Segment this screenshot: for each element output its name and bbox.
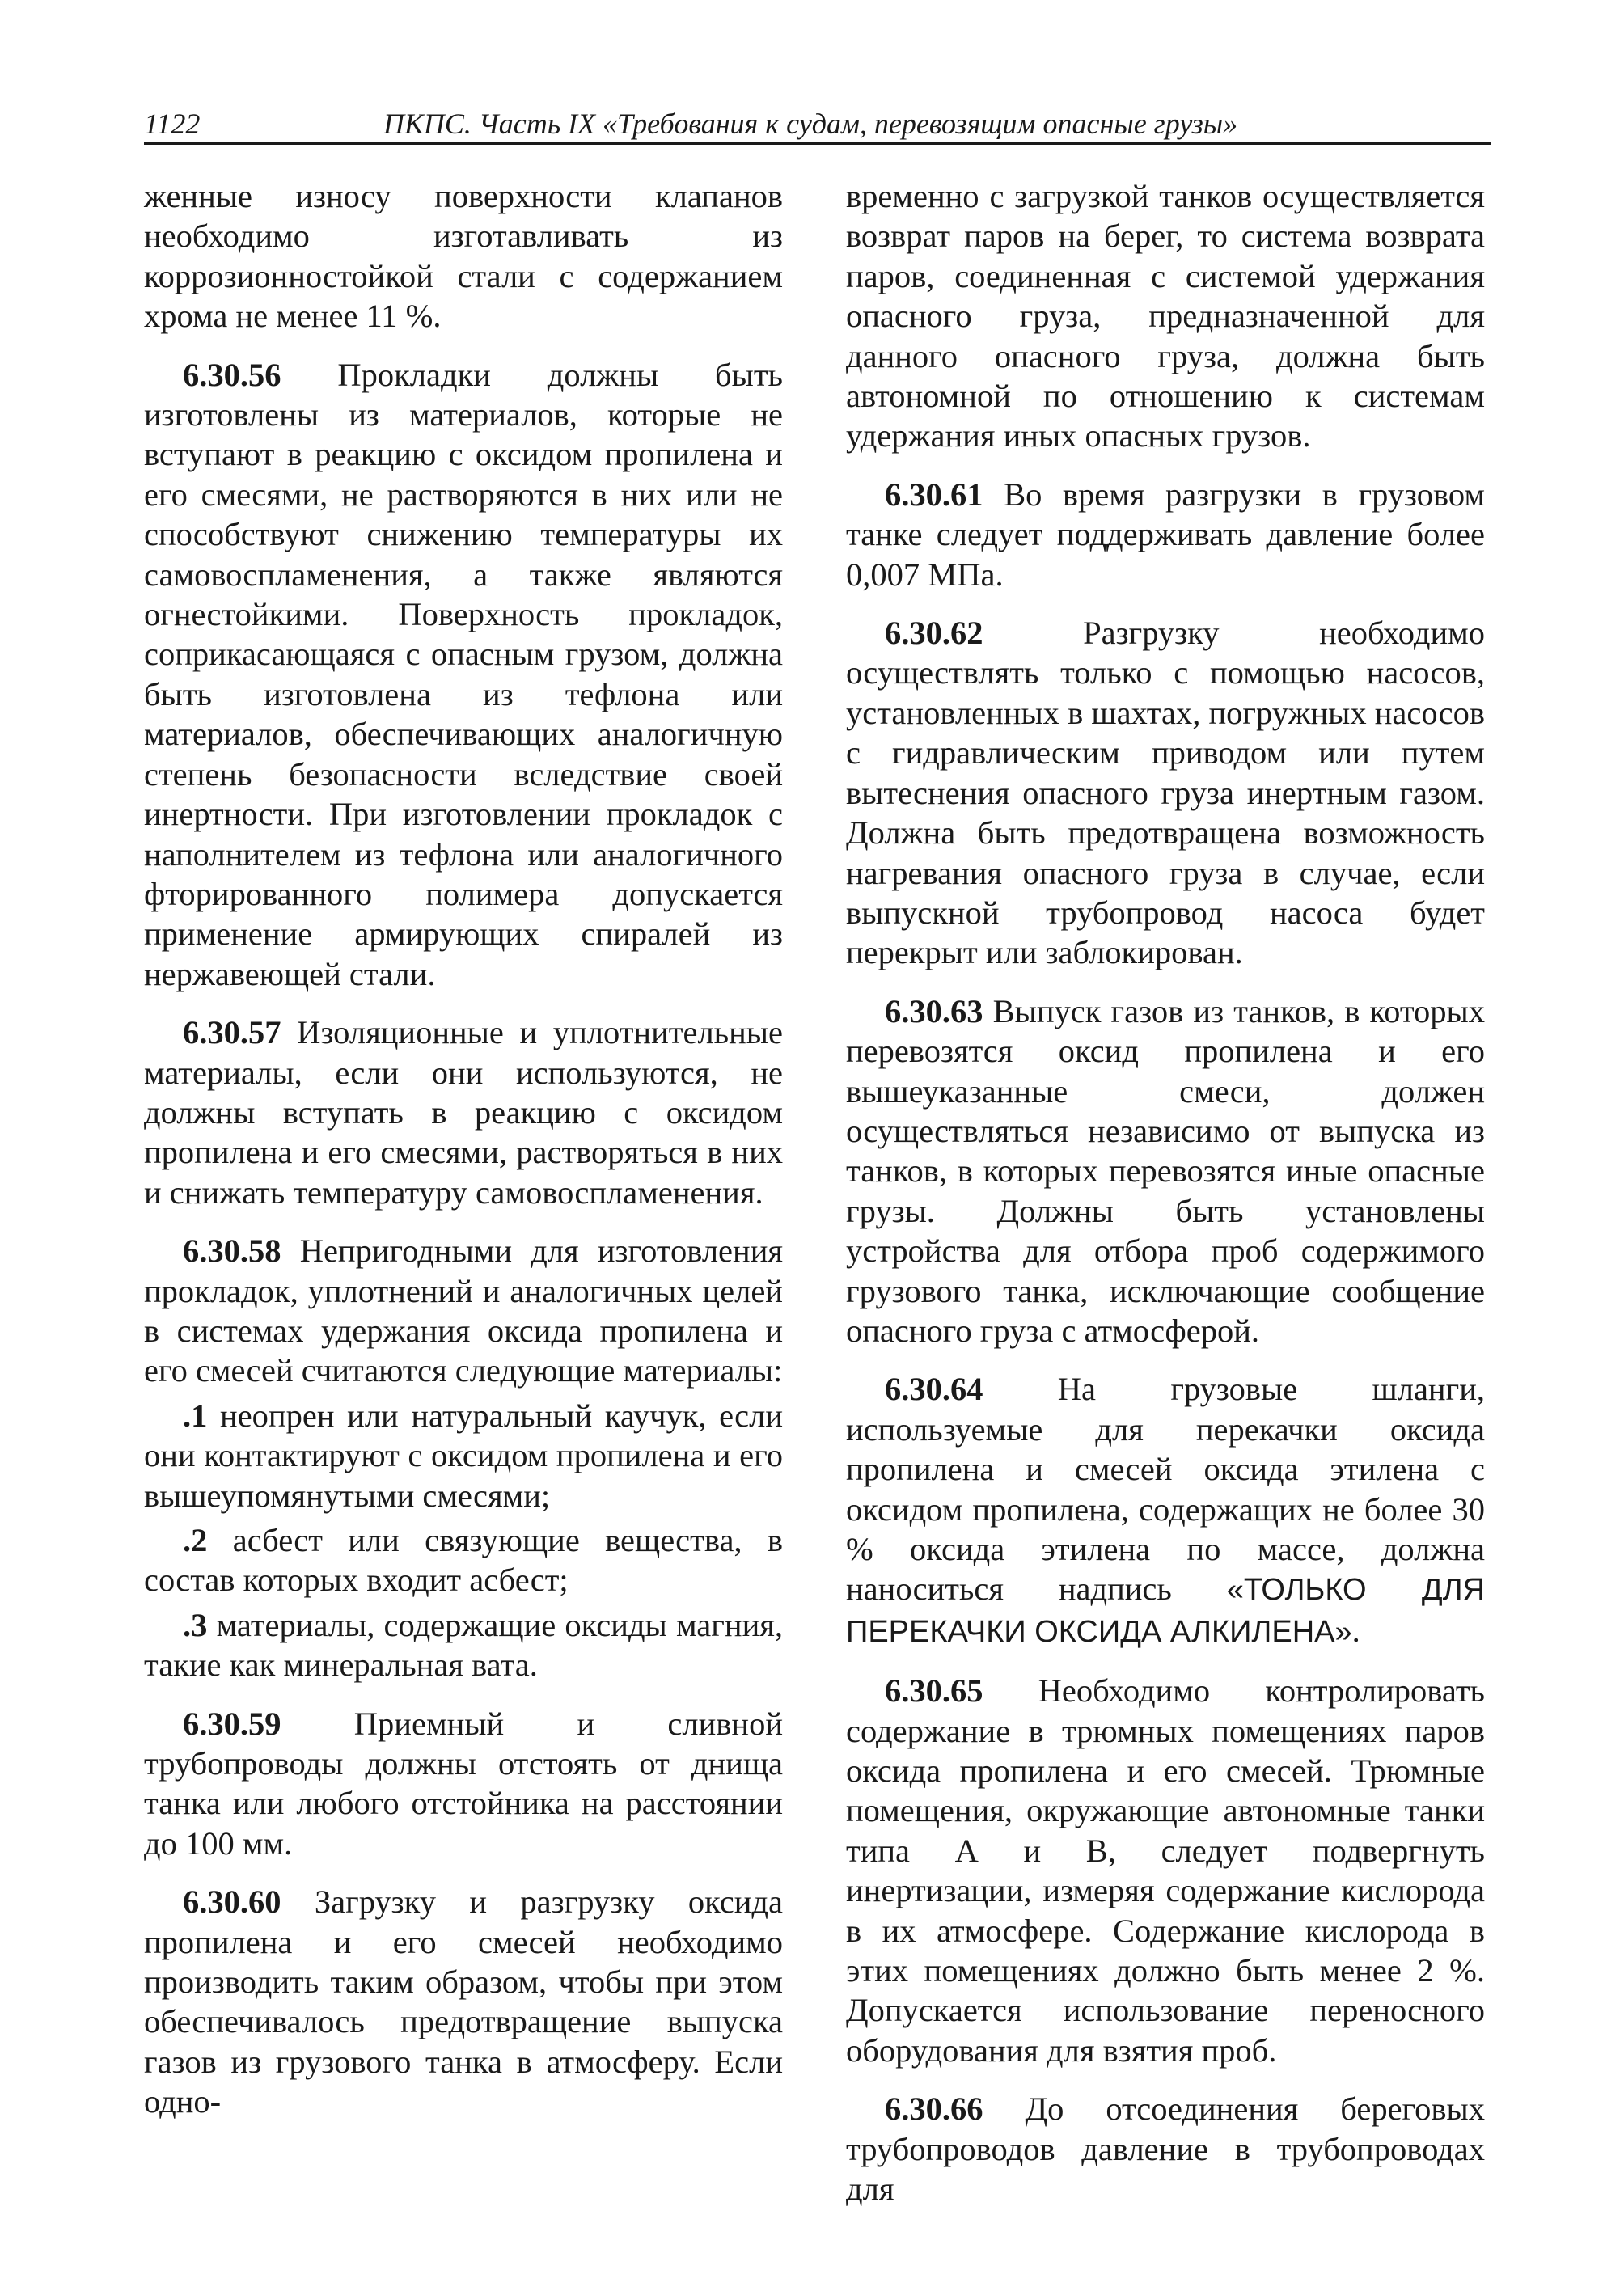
left-column (144, 176, 783, 2141)
paragraph-number: 6.30.62 (885, 615, 983, 652)
paragraph-6-30-61 (846, 475, 1485, 594)
page-number: 1122 (144, 108, 201, 140)
paragraph-text: Во время разгрузки в грузовом танке следует поддерживать давление более 0,007 МПа. (846, 476, 1485, 593)
list-item-number: .2 (183, 1522, 208, 1558)
paragraph-6-30-65 (846, 1671, 1485, 2070)
right-column (846, 176, 1485, 2228)
paragraph-6-30-58 (144, 1231, 783, 1391)
paragraph-text: Непригодными для изготовления прокладок, уплотнений и аналогичных целей в системах удержания оксида пропилена и его смесей считаются следующие материалы: (144, 1232, 783, 1389)
paragraph-text: Необходимо контролировать содержание в трюмных помещениях паров оксида пропилена и его смесей. Трюмные помещения, окружающие автономные танки типа А и В, следует подвергнуть инертизации, измеряя содержание кислорода в их атмосфере. Содержание кислорода в этих помещениях должно быть менее 2 %. Допускается использование переносного оборудования для взятия проб. (846, 1672, 1485, 2069)
paragraph-number: 6.30.63 (885, 992, 983, 1029)
paragraph-number: 6.30.56 (183, 356, 281, 393)
paragraph-text: На грузовые шланги, используемые для перекачки оксида пропилена и смесей оксида этилена с оксидом пропилена, содержащих не более 30 % оксида этилена по массе, должна наноситься надпись (846, 1371, 1485, 1608)
paragraph-end: . (1351, 1612, 1360, 1649)
paragraph-6-30-60 (144, 1882, 783, 2121)
paragraph-number: 6.30.61 (885, 476, 983, 513)
list-item-number: .3 (183, 1606, 208, 1643)
paragraph-number: 6.30.65 (885, 1672, 983, 1710)
list-item (144, 1605, 783, 1685)
list-item-text: асбест или связующие вещества, в состав которых входит асбест; (144, 1522, 783, 1599)
running-header (144, 104, 1491, 145)
paragraph-6-30-59 (144, 1704, 783, 1864)
paragraph-6-30-66 (846, 2089, 1485, 2209)
running-title: ПКПС. Часть IX «Требования к судам, перевозящим опасные грузы» (383, 108, 1238, 140)
paragraph-text: Прокладки должны быть изготовлены из материалов, которые не вступают в реакцию с оксидом пропилена и его смесями, не растворяются в них или не способствуют снижению температуры их самовоспламенения, а также являются огнестойкими. Поверхность прокладок, соприкасающаяся с опасным грузом, должна быть изготовлена из тефлона или материалов, обеспечивающих аналогичную степень безопасности вследствие своей инертности. При изготовлении прокладок с наполнителем из тефлона или аналогичного фторированного полимера допускается применение армирующих спиралей из нержавеющей стали. (144, 356, 783, 992)
list-item-text: неопрен или натуральный каучук, если они контактируют с оксидом пропилена и его вышеупомянутыми смесями; (144, 1397, 783, 1514)
paragraph-number: 6.30.58 (183, 1232, 281, 1270)
paragraph-number: 6.30.66 (885, 2090, 983, 2128)
paragraph-continuation: женные износу поверхности клапанов необходимо изготавливать из коррозионностойкой стали с содержанием хрома не менее 11 %. (144, 178, 783, 335)
list-item-number: .1 (183, 1397, 208, 1434)
paragraph-text: Загрузку и разгрузку оксида пропилена и его смесей необходимо производить таким образом, чтобы при этом обеспечивалось предотвращение выпуска газов из грузового танка в атмосферу. Если одно- (144, 1883, 783, 2120)
paragraph-continuation: временно с загрузкой танков осуществляется возврат паров на берег, то система возврата паров, соединенная с системой удержания опасного груза, предназначенной для данного опасного груза, должна быть автономной по отношению к системам удержания иных опасных грузов. (846, 178, 1485, 454)
paragraph-6-30-64 (846, 1369, 1485, 1652)
paragraph-6-30-57 (144, 1012, 783, 1212)
list-item-text: материалы, содержащие оксиды магния, такие как минеральная вата. (144, 1606, 783, 1684)
list-item (144, 1520, 783, 1600)
paragraph-text: Выпуск газов из танков, в которых перевозятся оксид пропилена и его вышеуказанные смеси, должен осуществляться независимо от выпуска из танков, в которых перевозятся иные опасные грузы. Должны быть установлены устройства для отбора проб содержимого грузового танка, исключающие сообщение опасного груза с атмосферой. (846, 992, 1485, 1349)
paragraph-text: Приемный и сливной трубопроводы должны отстоять от днища танка или любого отстойника на расстоянии до 100 мм. (144, 1705, 783, 1862)
paragraph-6-30-56 (144, 355, 783, 995)
paragraph-number: 6.30.64 (885, 1371, 983, 1408)
list-item (144, 1396, 783, 1515)
paragraph-number: 6.30.60 (183, 1883, 281, 1921)
paragraph-text: Изоляционные и уплотнительные материалы, если они используются, не должны вступать в реакцию с оксидом пропилена и его смесями, растворяться в них и снижать температуру самовоспламенения. (144, 1014, 783, 1211)
paragraph-text: До отсоединения береговых трубопроводов давление в трубопроводах для (846, 2090, 1485, 2208)
paragraph-number: 6.30.59 (183, 1705, 281, 1742)
paragraph-number: 6.30.57 (183, 1014, 281, 1051)
paragraph-text: Разгрузку необходимо осуществлять только с помощью насосов, установленных в шахтах, погружных насосов с гидравлическим приводом или путем вытеснения опасного груза инертным газом. Должна быть предотвращена возможность нагревания опасного груза в случае, если выпускной трубопровод насоса будет перекрыт или заблокирован. (846, 615, 1485, 971)
hose-marking-text: «ТОЛЬКО ДЛЯ ПЕРЕКАЧКИ ОКСИДА АЛКИЛЕНА» (846, 1573, 1485, 1649)
paragraph-6-30-62 (846, 613, 1485, 973)
paragraph-6-30-63 (846, 991, 1485, 1351)
